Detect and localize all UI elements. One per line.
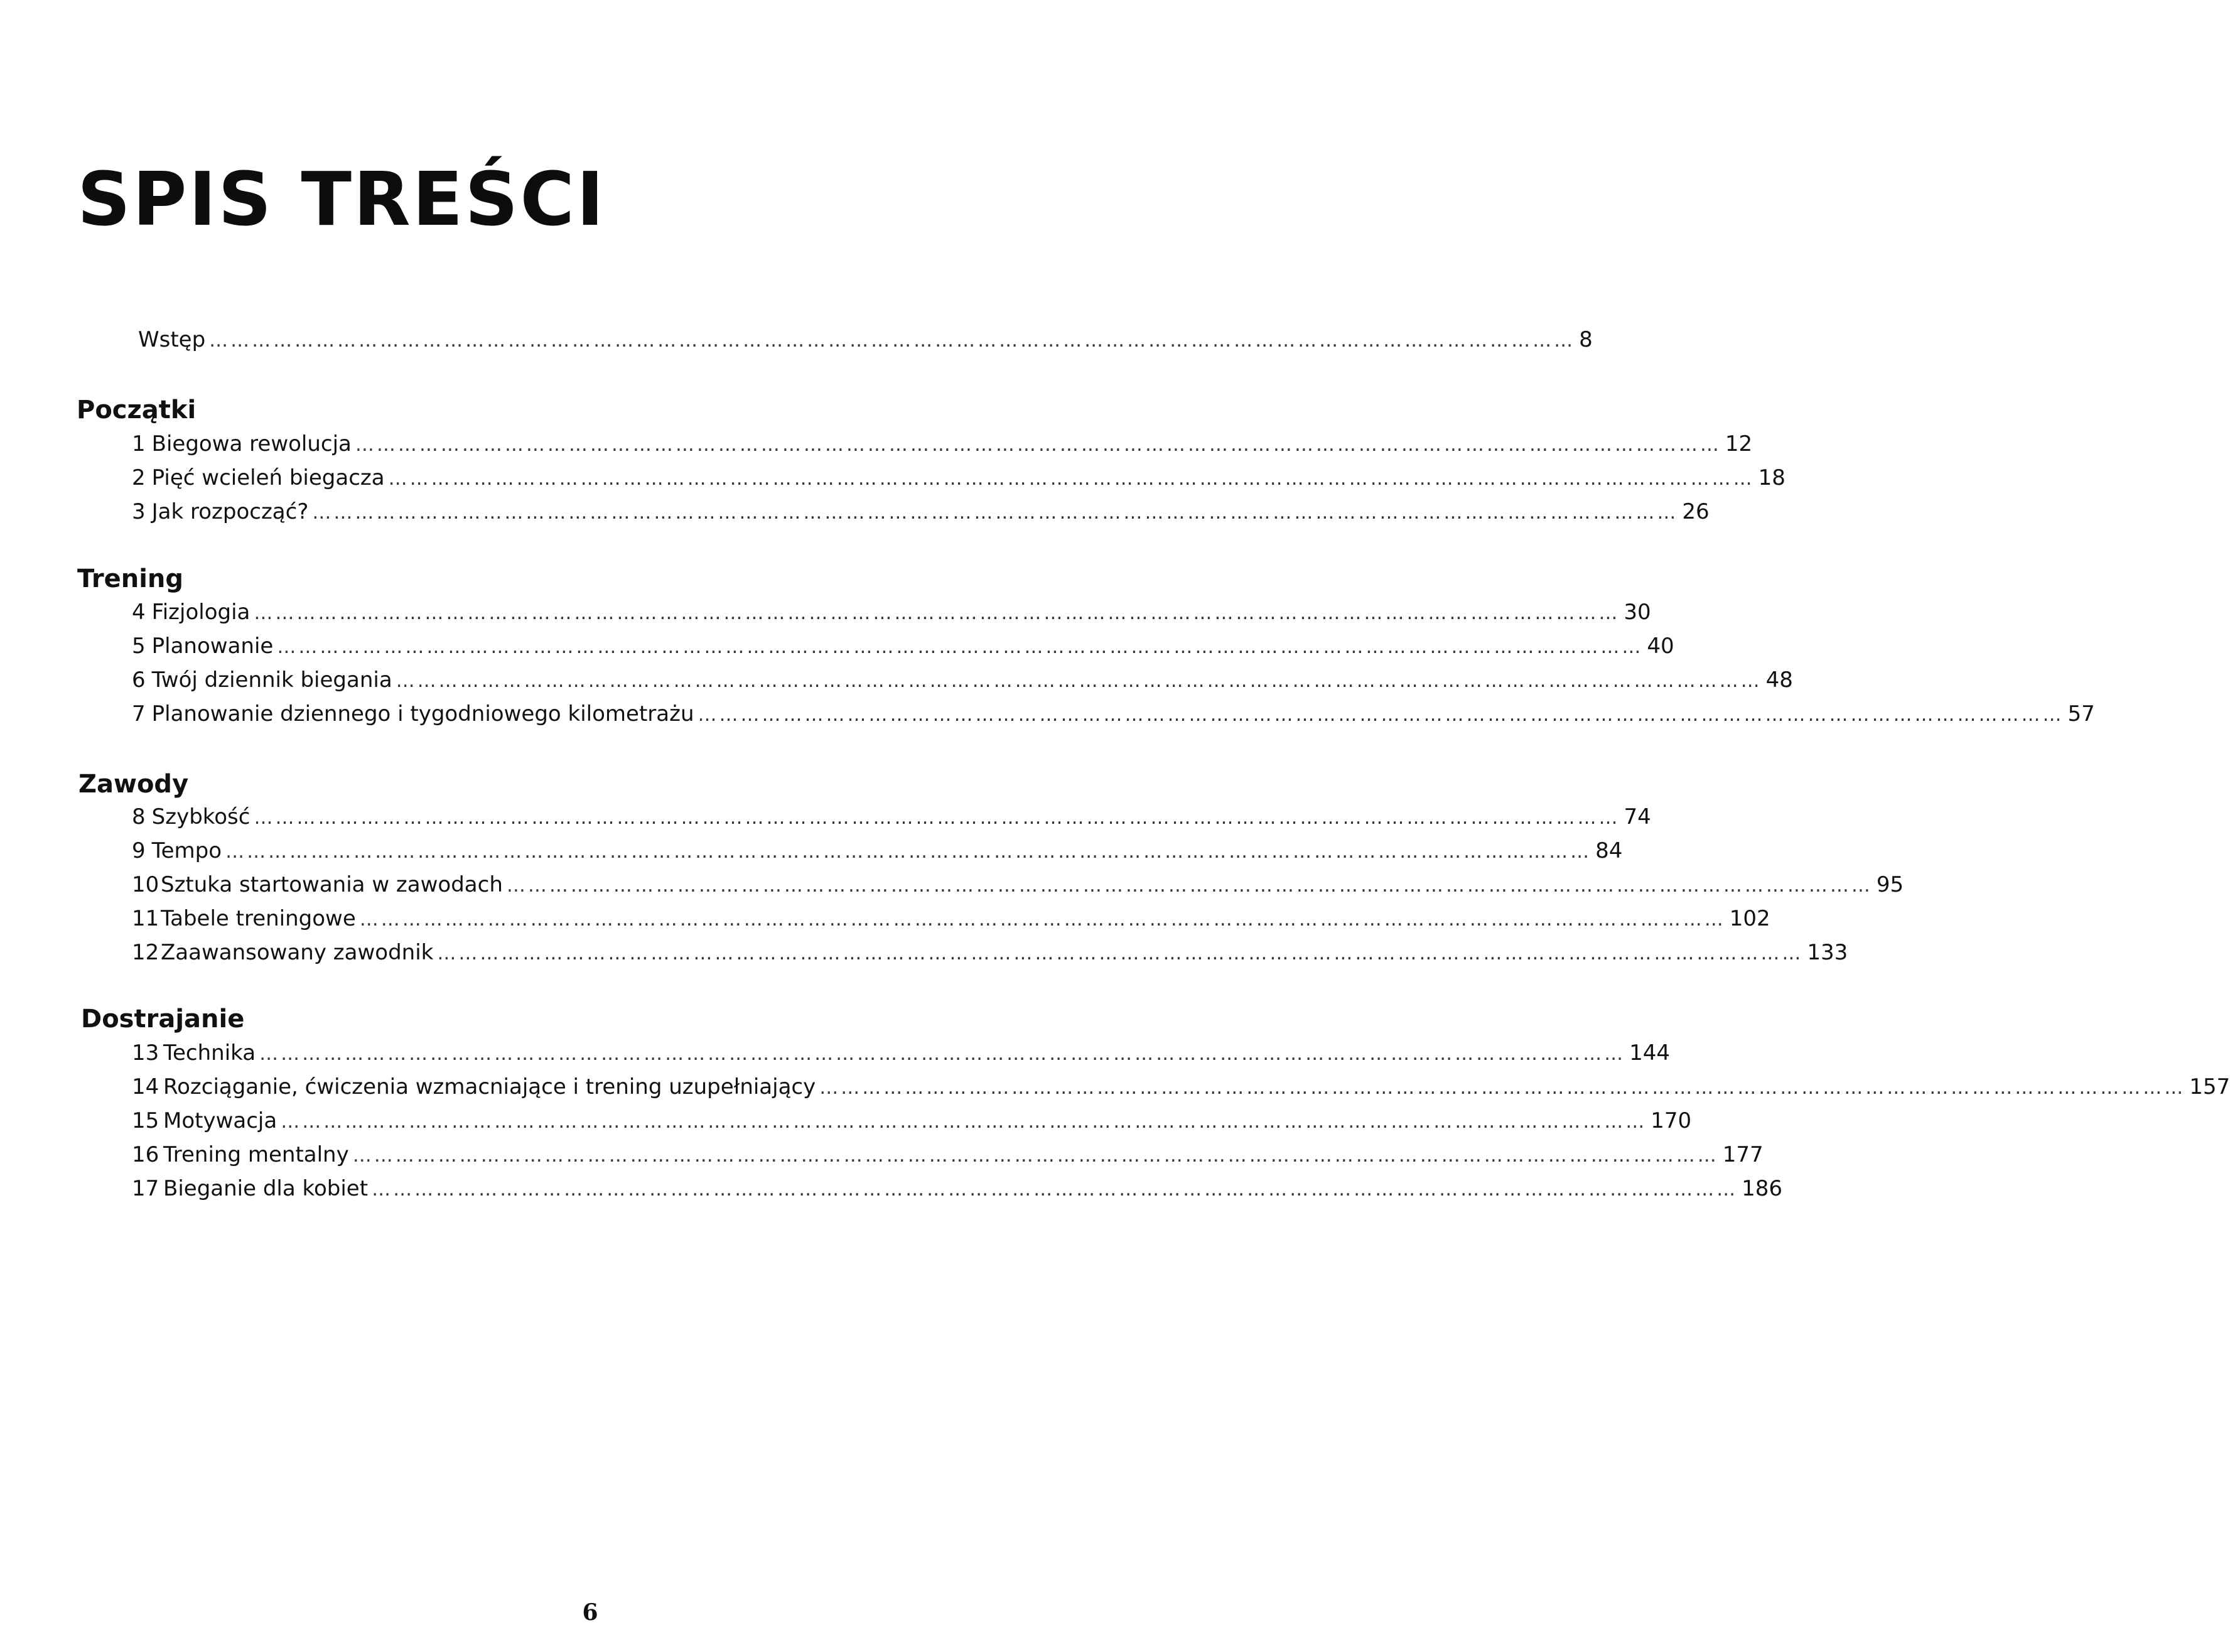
- toc-entry-page: 8: [1579, 327, 1593, 352]
- dot-leader: …………………………………………………………………………………………………………………………………………………………………………: [209, 330, 1576, 352]
- toc-entry-label: Trening mentalny: [163, 1142, 349, 1167]
- section-title-zawody: Zawody: [78, 770, 189, 799]
- toc-entry-page: 157: [2189, 1074, 2230, 1099]
- toc-entry-number: 17: [132, 1176, 159, 1201]
- toc-entry-page: 133: [1807, 940, 1848, 965]
- section-title-dostrajanie: Dostrajanie: [81, 1005, 245, 1034]
- toc-entry-number: 11: [132, 906, 159, 931]
- toc-entry-number: 4: [132, 600, 146, 625]
- section-title-trening: Trening: [77, 564, 184, 593]
- toc-entry-page: 12: [1725, 431, 1753, 456]
- toc-entry-page: 30: [1624, 600, 1651, 625]
- toc-entry-label: Technika: [163, 1040, 256, 1066]
- toc-entry[interactable]: [132, 904, 1770, 933]
- toc-entry-number: 2: [132, 465, 146, 490]
- toc-entry[interactable]: [132, 802, 1651, 831]
- page-title: SPIS TREŚCI: [77, 156, 606, 242]
- toc-entry-label: Motywacja: [163, 1108, 277, 1133]
- dot-leader: …………………………………………………………………………………………………………………………………………………………………………: [281, 1111, 1647, 1133]
- toc-entry[interactable]: [132, 632, 1674, 661]
- toc-entry[interactable]: [132, 1039, 1670, 1067]
- dot-leader: …………………………………………………………………………………………………………………………………………………………………………: [819, 1077, 2186, 1099]
- toc-entry-number: 5: [132, 634, 146, 659]
- toc-entry-label: Planowanie: [151, 634, 274, 659]
- toc-entry-number: 12: [132, 940, 159, 965]
- toc-entry-label: Planowanie dziennego i tygodniowego kilometrażu: [151, 701, 694, 726]
- toc-entry[interactable]: [132, 497, 1710, 526]
- toc-entry[interactable]: [132, 1174, 1782, 1203]
- dot-leader: …………………………………………………………………………………………………………………………………………………………………………: [277, 636, 1644, 658]
- toc-entry-label: Jak rozpocząć?: [151, 499, 309, 524]
- toc-entry-number: 8: [132, 804, 146, 829]
- dot-leader: …………………………………………………………………………………………………………………………………………………………………………: [372, 1179, 1738, 1201]
- toc-entry[interactable]: [132, 1140, 1764, 1169]
- toc-entry[interactable]: [132, 1072, 2230, 1101]
- toc-entry-page: 95: [1876, 872, 1904, 897]
- toc-entry-page: 18: [1758, 465, 1786, 490]
- dot-leader: …………………………………………………………………………………………………………………………………………………………………………: [437, 942, 1804, 964]
- toc-entry-label: Sztuka startowania w zawodach: [161, 872, 503, 897]
- toc-entry-label: Bieganie dla kobiet: [163, 1176, 369, 1201]
- toc-entry-intro[interactable]: [138, 325, 1593, 354]
- toc-entry[interactable]: [132, 1106, 1692, 1135]
- toc-entry-label: Pięć wcieleń biegacza: [151, 465, 385, 490]
- toc-entry-number: 13: [132, 1040, 159, 1066]
- toc-entry[interactable]: [132, 870, 1904, 899]
- toc-entry-label: Biegowa rewolucja: [151, 431, 352, 456]
- toc-entry-page: 57: [2067, 701, 2095, 726]
- toc-entry-number: 10: [132, 872, 159, 897]
- toc-entry-label: Wstęp: [138, 327, 206, 352]
- toc-entry-number: 3: [132, 499, 146, 524]
- toc-entry[interactable]: [132, 699, 2095, 728]
- dot-leader: …………………………………………………………………………………………………………………………………………………………………………: [259, 1043, 1626, 1065]
- dot-leader: …………………………………………………………………………………………………………………………………………………………………………: [388, 468, 1755, 490]
- dot-leader: …………………………………………………………………………………………………………………………………………………………………………: [698, 704, 2064, 726]
- toc-entry-label: Tabele treningowe: [161, 906, 356, 931]
- toc-entry[interactable]: [132, 463, 1786, 492]
- toc-entry-page: 74: [1624, 804, 1651, 829]
- dot-leader: …………………………………………………………………………………………………………………………………………………………………………: [355, 434, 1721, 456]
- page-number: 6: [582, 1599, 598, 1626]
- dot-leader: …………………………………………………………………………………………………………………………………………………………………………: [396, 670, 1762, 692]
- toc-entry[interactable]: [132, 598, 1651, 627]
- toc-entry-label: Twój dziennik biegania: [151, 667, 392, 693]
- toc-entry-page: 102: [1729, 906, 1770, 931]
- dot-leader: …………………………………………………………………………………………………………………………………………………………………………: [352, 1145, 1719, 1167]
- toc-entry-page: 84: [1595, 838, 1623, 863]
- toc-entry-label: Szybkość: [151, 804, 250, 829]
- toc-entry-label: Fizjologia: [151, 600, 250, 625]
- toc-entry-page: 40: [1647, 634, 1674, 659]
- toc-entry-label: Tempo: [151, 838, 222, 863]
- dot-leader: …………………………………………………………………………………………………………………………………………………………………………: [312, 502, 1679, 524]
- toc-entry-label: Rozciąganie, ćwiczenia wzmacniające i trening uzupełniający: [163, 1074, 816, 1099]
- toc-entry-number: 6: [132, 667, 146, 693]
- toc-entry-number: 1: [132, 431, 146, 456]
- toc-entry-number: 16: [132, 1142, 159, 1167]
- dot-leader: …………………………………………………………………………………………………………………………………………………………………………: [225, 841, 1592, 863]
- section-title-poczatki: Początki: [77, 396, 197, 424]
- toc-entry-page: 48: [1765, 667, 1793, 693]
- toc-entry[interactable]: [132, 666, 1793, 694]
- toc-entry-number: 14: [132, 1074, 159, 1099]
- toc-entry-number: 9: [132, 838, 146, 863]
- toc-entry-page: 186: [1742, 1176, 1782, 1201]
- toc-entry-page: 26: [1682, 499, 1710, 524]
- toc-entry[interactable]: [132, 836, 1623, 865]
- toc-entry-number: 7: [132, 701, 146, 726]
- toc-entry-page: 144: [1629, 1040, 1670, 1066]
- toc-entry[interactable]: [132, 938, 1848, 967]
- toc-entry-label: Zaawansowany zawodnik: [161, 940, 434, 965]
- toc-entry-page: 177: [1722, 1142, 1764, 1167]
- toc-entry-number: 15: [132, 1108, 159, 1133]
- dot-leader: …………………………………………………………………………………………………………………………………………………………………………: [359, 909, 1726, 931]
- toc-entry-page: 170: [1651, 1108, 1692, 1133]
- toc-entry[interactable]: [132, 429, 1753, 458]
- dot-leader: …………………………………………………………………………………………………………………………………………………………………………: [254, 602, 1620, 624]
- dot-leader: …………………………………………………………………………………………………………………………………………………………………………: [506, 875, 1873, 897]
- dot-leader: …………………………………………………………………………………………………………………………………………………………………………: [254, 807, 1620, 829]
